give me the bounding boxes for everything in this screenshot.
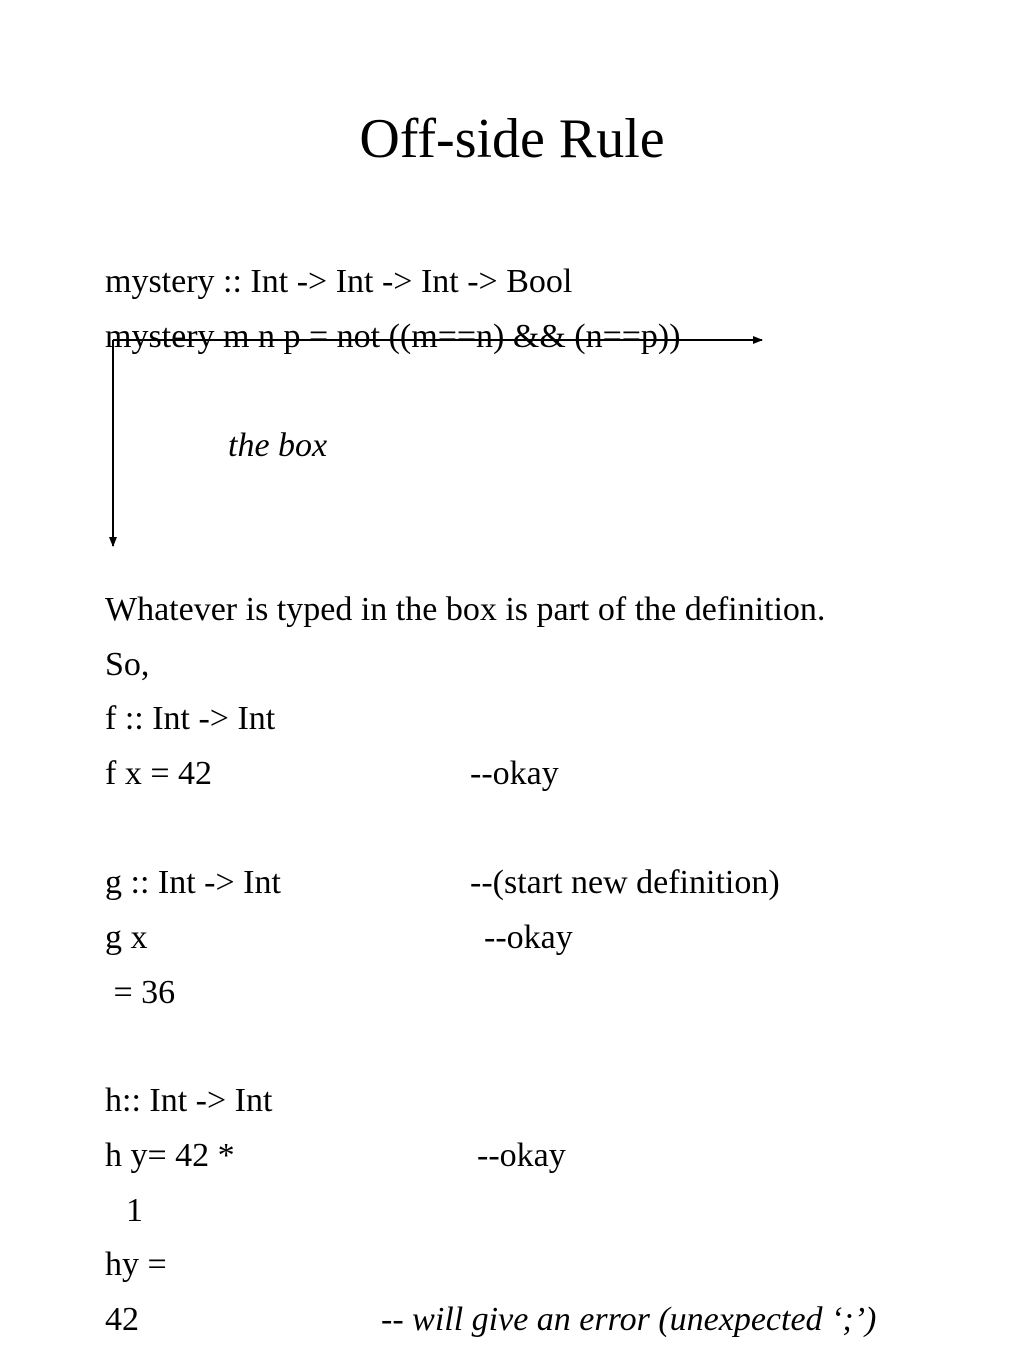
g-signature: g :: Int -> Int <box>105 864 281 901</box>
slide-title: Off-side Rule <box>359 108 665 170</box>
h-definition-comment: --okay <box>477 1137 566 1174</box>
g-definition-comment: --okay <box>484 919 573 956</box>
hy-definition: hy = <box>105 1246 167 1283</box>
g-definition: g x <box>105 919 148 956</box>
hy-body: 42 <box>105 1301 139 1338</box>
box-label: the box <box>228 427 328 464</box>
h-signature: h:: Int -> Int <box>105 1082 273 1119</box>
g-signature-comment: --(start new definition) <box>470 864 780 901</box>
h-continuation: 1 <box>126 1192 143 1229</box>
f-signature: f :: Int -> Int <box>105 700 276 737</box>
hy-comment-text: will give an error (unexpected ‘;’) <box>412 1301 877 1338</box>
definition-line: mystery m n p = not ((m==n) && (n==p)) <box>105 318 681 355</box>
signature-line: mystery :: Int -> Int -> Int -> Bool <box>105 263 573 300</box>
f-definition: f x = 42 <box>105 755 212 792</box>
g-body: = 36 <box>105 974 176 1011</box>
explanation-text: Whatever is typed in the box is part of the definition. <box>105 591 826 628</box>
hy-comment-prefix: -- <box>381 1301 404 1338</box>
so-text: So, <box>105 646 150 683</box>
hy-error-comment <box>381 1300 876 1340</box>
h-definition: h y= 42 * <box>105 1137 235 1174</box>
f-comment: --okay <box>470 755 559 792</box>
